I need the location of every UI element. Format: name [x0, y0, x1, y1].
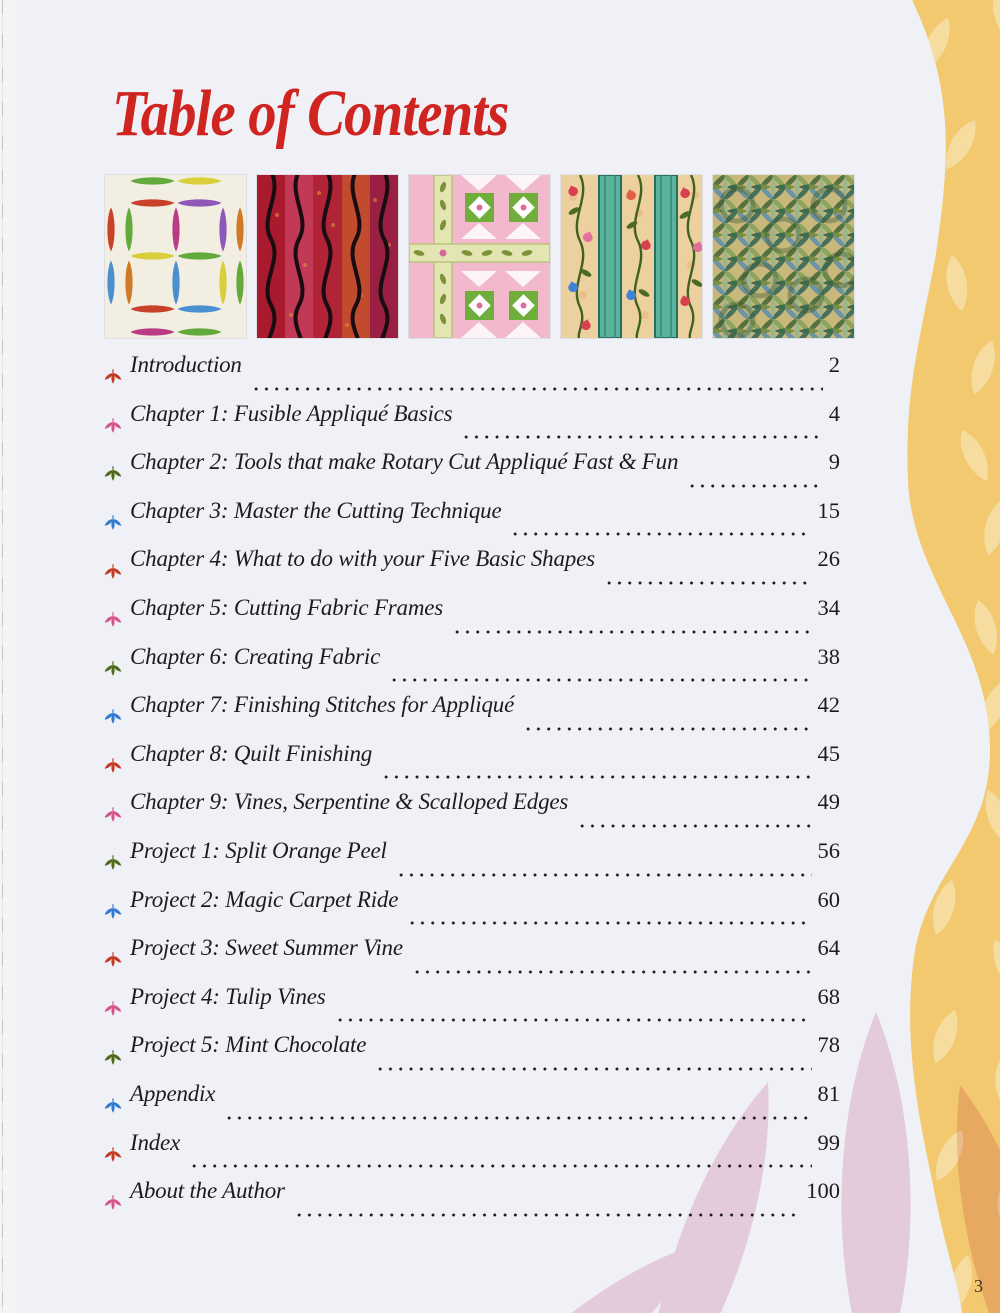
- dot-leader: [396, 873, 812, 877]
- toc-entry: [104, 449, 840, 498]
- toc-entry-label: Chapter 6: Creating Fabric: [130, 643, 381, 669]
- toc-entry-page-number: 64: [817, 935, 840, 961]
- leaf-bullet-icon: [104, 514, 130, 534]
- leaf-bullet-icon: [104, 903, 130, 923]
- toc-entry-label: Chapter 1: Fusible Appliqué Basics: [130, 400, 453, 426]
- dot-leader: [294, 1213, 800, 1217]
- toc-entry-label: Chapter 4: What to do with your Five Basic Shapes: [130, 546, 595, 572]
- toc-entry: [104, 498, 840, 547]
- gold-wave-band: [907, 0, 1000, 1313]
- leaf-bullet-icon: [104, 1097, 130, 1117]
- toc-entry: [104, 984, 840, 1033]
- dot-leader: [375, 1067, 811, 1071]
- toc-entry: [104, 1178, 840, 1227]
- toc-entry-label: Project 5: Mint Chocolate: [130, 1032, 367, 1058]
- toc-entry-label: Index: [130, 1129, 181, 1155]
- dot-leader: [510, 532, 811, 536]
- leaf-bullet-icon: [104, 1000, 130, 1020]
- toc-entry-page-number: 78: [817, 1032, 840, 1058]
- dot-leader: [251, 387, 823, 391]
- toc-entry: [104, 644, 840, 693]
- toc-entry: [104, 352, 840, 401]
- dot-leader: [407, 921, 811, 925]
- leaf-bullet-icon: [104, 854, 130, 874]
- page-number: 3: [974, 1276, 983, 1296]
- dot-leader: [523, 727, 811, 731]
- toc-entry-page-number: 26: [817, 546, 840, 572]
- dot-leader: [389, 678, 811, 682]
- toc-entry: [104, 1081, 840, 1130]
- toc-entry: [104, 595, 840, 644]
- toc-entry-label: Chapter 8: Quilt Finishing: [130, 740, 373, 766]
- leaf-bullet-icon: [104, 708, 130, 728]
- leaf-bullet-icon: [104, 660, 130, 680]
- toc-entry-page-number: 81: [817, 1080, 840, 1106]
- leaf-bullet-icon: [104, 563, 130, 583]
- quilt-thumbnail-strip: [105, 175, 857, 338]
- toc-entry-page-number: 49: [817, 789, 840, 815]
- toc-entry-page-number: 2: [828, 352, 840, 377]
- toc-entry-label: Chapter 5: Cutting Fabric Frames: [130, 594, 444, 620]
- green-mosaic-quilt-thumbnail: [713, 175, 854, 338]
- orange-peel-quilt-thumbnail: [105, 175, 246, 338]
- toc-entry-page-number: 56: [817, 837, 840, 863]
- toc-entry-label: About the Author: [130, 1178, 285, 1204]
- toc-entry: [104, 887, 840, 936]
- toc-entry: [104, 401, 840, 450]
- leaf-bullet-icon: [104, 611, 130, 631]
- toc-entry-page-number: 45: [817, 740, 840, 766]
- toc-entry-label: Project 4: Tulip Vines: [130, 983, 326, 1009]
- leaf-bullet-icon: [104, 757, 130, 777]
- dot-leader: [412, 970, 812, 974]
- toc-entry-page-number: 4: [828, 400, 840, 426]
- toc-entry-label: Project 2: Magic Carpet Ride: [130, 886, 399, 912]
- leaf-bullet-icon: [104, 368, 130, 388]
- toc-entry: [104, 741, 840, 790]
- dot-leader: [687, 484, 822, 488]
- toc-entry-page-number: 42: [817, 692, 840, 718]
- leaf-bullet-icon: [104, 951, 130, 971]
- dot-leader: [381, 775, 811, 779]
- toc-entry-page-number: 99: [817, 1129, 840, 1155]
- dot-leader: [189, 1164, 811, 1168]
- page-title: Table of Contents: [112, 77, 509, 150]
- toc-entry: [104, 838, 840, 887]
- toc-entry-label: Project 1: Split Orange Peel: [130, 837, 387, 863]
- leaf-bullet-icon: [104, 417, 130, 437]
- toc-entry-page-number: 100: [806, 1178, 840, 1204]
- toc-list: [104, 352, 840, 1227]
- leaf-bullet-icon: [104, 1049, 130, 1069]
- dot-leader: [461, 435, 822, 439]
- toc-entry-page-number: 15: [817, 497, 840, 523]
- toc-entry: [104, 692, 840, 741]
- toc-entry-label: Project 3: Sweet Summer Vine: [130, 935, 403, 961]
- toc-entry-page-number: 68: [817, 983, 840, 1009]
- toc-entry: [104, 1130, 840, 1179]
- toc-entry-page-number: 34: [817, 594, 840, 620]
- dot-leader: [224, 1116, 811, 1120]
- toc-entry-page-number: 60: [817, 886, 840, 912]
- leaf-bullet-icon: [104, 806, 130, 826]
- toc-entry-page-number: 9: [828, 449, 840, 475]
- toc-entry: [104, 935, 840, 984]
- toc-entry-page-number: 38: [817, 643, 840, 669]
- toc-entry-label: Appendix: [130, 1080, 216, 1106]
- pink-sampler-quilt-thumbnail: [409, 175, 550, 338]
- dot-leader: [577, 824, 811, 828]
- toc-entry-label: Chapter 3: Master the Cutting Technique: [130, 497, 502, 523]
- dot-leader: [604, 581, 812, 585]
- toc-entry: [104, 789, 840, 838]
- dot-leader: [452, 630, 811, 634]
- leaf-bullet-icon: [104, 1146, 130, 1166]
- leaf-bullet-icon: [104, 1194, 130, 1214]
- dot-leader: [335, 1018, 812, 1022]
- toc-entry-label: Chapter 9: Vines, Serpentine & Scalloped Edges: [130, 789, 569, 815]
- toc-entry-label: Chapter 2: Tools that make Rotary Cut Appliqué Fast & Fun: [130, 449, 679, 475]
- leaf-bullet-icon: [104, 465, 130, 485]
- tulip-vine-stripe-quilt-thumbnail: [561, 175, 702, 338]
- toc-entry: [104, 546, 840, 595]
- toc-entry-label: Chapter 7: Finishing Stitches for Appliqué: [130, 692, 515, 718]
- red-serpentine-quilt-thumbnail: [257, 175, 398, 338]
- toc-entry-label: Introduction: [130, 352, 242, 377]
- toc-entry: [104, 1032, 840, 1081]
